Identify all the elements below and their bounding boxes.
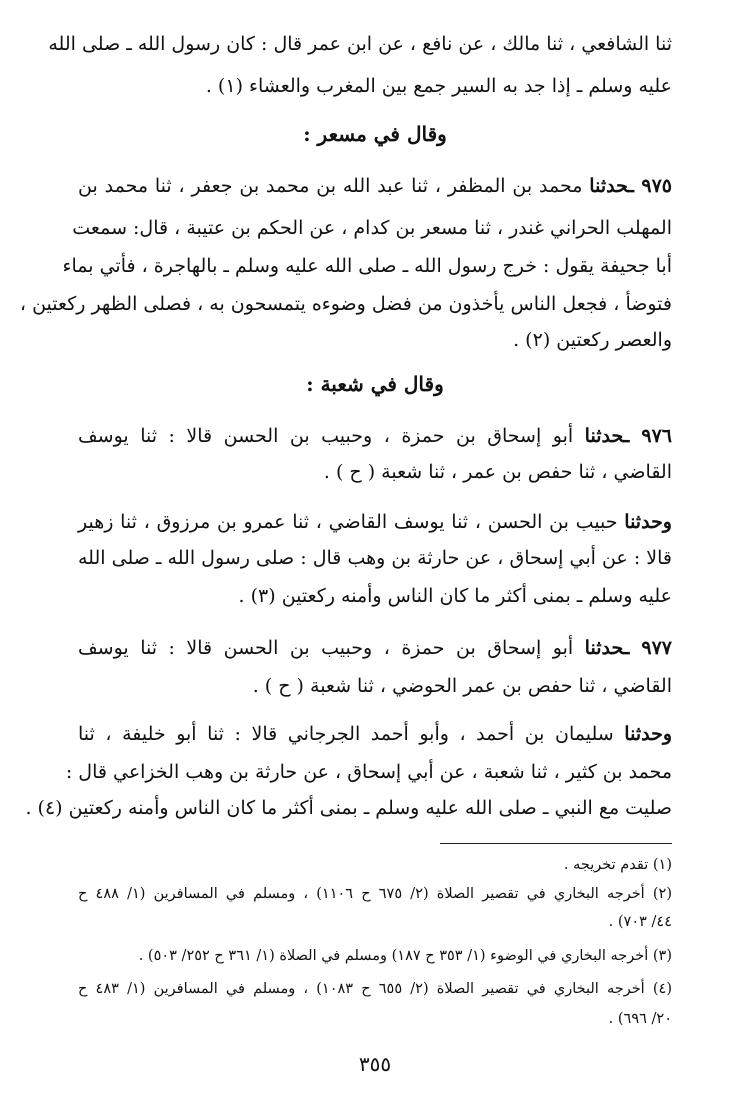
hadith-text: حبيب بن الحسن ، ثنا يوسف القاضي ، ثنا عمرو بن مرزوق ، ثنا زهير — [78, 511, 618, 533]
paragraph-976b-line-3: عليه وسلم ـ بمنى أكثر ما كان الناس وأمنه ركعتين (٣) . — [238, 585, 672, 607]
hadith-975-line-5: والعصر ركعتين (٢) . — [513, 329, 672, 351]
hadith-number: ٩٧٥ ـ — [628, 175, 672, 197]
section-heading-shu'ba: وقال في شعبة : — [306, 372, 444, 396]
footnote-3: (٣) أخرجه البخاري في الوضوء (١/ ٣٥٣ ح ١٨٧) ومسلم في الصلاة (١/ ٣٦١ ح ٢٥٢/ ٥٠٣) . — [138, 948, 672, 964]
hadith-975-line-2: المهلب الحراني غندر ، ثنا مسعر بن كدام ، عن الحكم بن عتيبة ، قال: سمعت — [72, 217, 672, 239]
paragraph-976b-line-1 — [78, 508, 672, 536]
footnote-separator — [440, 843, 672, 844]
footnote-2-line-2: ٤٤/ ٧٠٣) . — [608, 914, 672, 930]
hadith-text: سليمان بن أحمد ، وأبو أحمد الجرجاني قالا : ثنا أبو خليفة ، ثنا — [78, 723, 614, 745]
hadith-lead-word: وحدثنا — [624, 723, 673, 745]
paragraph-976b-line-2: قالا : عن أبي إسحاق ، عن حارثة بن وهب قال : صلى رسول الله ـ صلى الله — [78, 547, 672, 569]
page-number: ٣٥٥ — [358, 1052, 392, 1076]
hadith-976-line-2: القاضي ، ثنا حفص بن عمر ، ثنا شعبة ( ح ) . — [323, 461, 672, 483]
hadith-975-line-1 — [78, 172, 672, 200]
section-heading-mis'ar: وقال في مسعر : — [303, 122, 447, 146]
paragraph-1-line-1: ثنا الشافعي ، ثنا مالك ، عن نافع ، عن ابن عمر قال : كان رسول الله ـ صلى الله — [48, 33, 672, 55]
hadith-lead-word: حدثنا — [589, 175, 629, 197]
hadith-lead-word: حدثنا — [584, 425, 624, 447]
hadith-976-line-1 — [78, 422, 672, 450]
footnote-1: (١) تقدم تخريجه . — [563, 857, 672, 873]
hadith-977-line-2: القاضي ، ثنا حفص بن عمر الحوضي ، ثنا شعبة ( ح ) . — [252, 675, 672, 697]
paragraph-1-line-2: عليه وسلم ـ إذا جد به السير جمع بين المغرب والعشاء (١) . — [205, 75, 672, 97]
hadith-number: ٩٧٦ ـ — [623, 425, 673, 447]
paragraph-977b-line-1 — [78, 720, 672, 748]
footnote-4-line-1: (٤) أخرجه البخاري في تقصير الصلاة (٢/ ٦٥٥ ح ١٠٨٣) ، ومسلم في المسافرين (١/ ٤٨٣ ح — [78, 981, 672, 997]
hadith-975-line-4: فتوضأ ، فجعل الناس يأخذون من فضل وضوءه يتمسحون به ، فصلى الظهر ركعتين ، — [19, 293, 672, 315]
hadith-977-line-1 — [78, 634, 672, 662]
hadith-text: أبو إسحاق بن حمزة ، وحبيب بن الحسن قالا : ثنا يوسف — [78, 637, 574, 659]
hadith-text: محمد بن المظفر ، ثنا عبد الله بن محمد بن جعفر ، ثنا محمد بن — [78, 175, 583, 197]
paragraph-977b-line-3: صليت مع النبي ـ صلى الله عليه وسلم ـ بمنى أكثر ما كان الناس وأمنه ركعتين (٤) . — [25, 797, 672, 819]
hadith-number: ٩٧٧ ـ — [623, 637, 673, 659]
footnote-4-line-2: ٢٠/ ٦٩٦) . — [608, 1011, 672, 1027]
hadith-975-line-3: أبا جحيفة يقول : خرج رسول الله ـ صلى الله عليه وسلم ـ بالهاجرة ، فأتي بماء — [62, 255, 672, 277]
hadith-lead-word: وحدثنا — [624, 511, 672, 533]
footnote-2-line-1: (٢) أخرجه البخاري في تقصير الصلاة (٢/ ٦٧٥ ح ١١٠٦) ، ومسلم في المسافرين (١/ ٤٨٨ ح — [78, 886, 672, 902]
hadith-lead-word: حدثنا — [584, 637, 624, 659]
paragraph-977b-line-2: محمد بن كثير ، ثنا شعبة ، عن أبي إسحاق ، عن حارثة بن وهب الخزاعي قال : — [65, 761, 672, 783]
hadith-text: أبو إسحاق بن حمزة ، وحبيب بن الحسن قالا : ثنا يوسف — [78, 425, 574, 447]
